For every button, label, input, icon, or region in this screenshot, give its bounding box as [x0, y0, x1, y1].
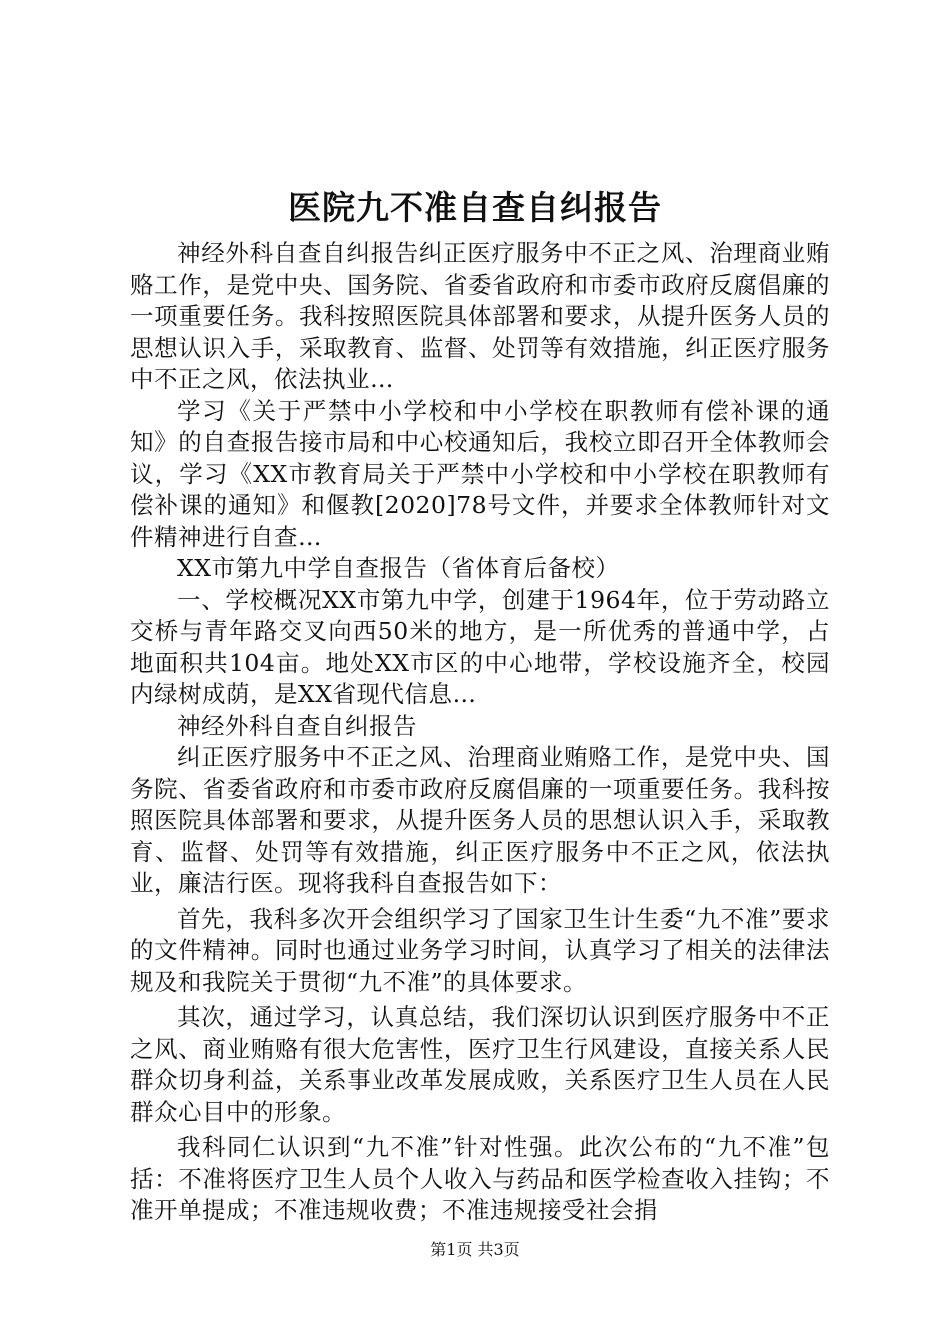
paragraph-6: 纠正医疗服务中不正之风、治理商业贿赂工作，是党中央、国务院、省委省政府和市委市政府反腐倡廉的一项重要任务。我科按照医院具体部署和要求，从提升医务人员的思想认识入手，采取教育、监督、处罚等有效措施，纠正医疗服务中不正之风，依法执业，廉洁行医。现将我科自查报告如下：	[130, 743, 830, 897]
paragraph-5: 神经外科自查自纠报告	[177, 711, 417, 740]
paragraph-3: XX市第九中学自查报告（省体育后备校）	[177, 554, 620, 582]
page-footer: 第1页 共3页	[430, 1240, 520, 1259]
document-title: 医院九不准自查自纠报告	[288, 188, 662, 227]
document-body	[130, 238, 830, 1227]
paragraph-8: 其次，通过学习，认真总结，我们深切认识到医疗服务中不正之风、商业贿赂有很大危害性，医疗卫生行风建设，直接关系人民群众切身利益，关系事业改革发展成败，关系医疗卫生人员在人民群众心目中的形象。	[130, 1003, 830, 1126]
paragraph-4: 一、学校概况XX市第九中学，创建于1964年，位于劳动路立交桥与青年路交叉向西50米的地方，是一所优秀的普通中学，占地面积共104亩。地处XX市区的中心地带，学校设施齐全，校园内绿树成荫，是XX省现代信息…	[130, 585, 830, 708]
paragraph-9: 我科同仁认识到“九不准”针对性强。此次公布的“九不准”包括：不准将医疗卫生人员个人收入与药品和医学检查收入挂钩；不准开单提成；不准违规收费；不准违规接受社会捐	[130, 1133, 830, 1224]
paragraph-2: 学习《关于严禁中小学校和中小学校在职教师有偿补课的通知》的自查报告接市局和中心校通知后，我校立即召开全体教师会议，学习《XX市教育局关于严禁中小学校和中小学校在职教师有偿补课的通知》和偃教[2020]78号文件，并要求全体教师针对文件精神进行自查…	[130, 396, 830, 551]
paragraph-1: 神经外科自查自纠报告纠正医疗服务中不正之风、治理商业贿赂工作，是党中央、国务院、省委省政府和市委市政府反腐倡廉的一项重要任务。我科按照医院具体部署和要求，从提升医务人员的思想认识入手，采取教育、监督、处罚等有效措施，纠正医疗服务中不正之风，依法执业…	[130, 239, 830, 393]
paragraph-7: 首先，我科多次开会组织学习了国家卫生计生委“九不准”要求的文件精神。同时也通过业务学习时间，认真学习了相关的法律法规及和我院关于贯彻“九不准”的具体要求。	[130, 904, 830, 996]
